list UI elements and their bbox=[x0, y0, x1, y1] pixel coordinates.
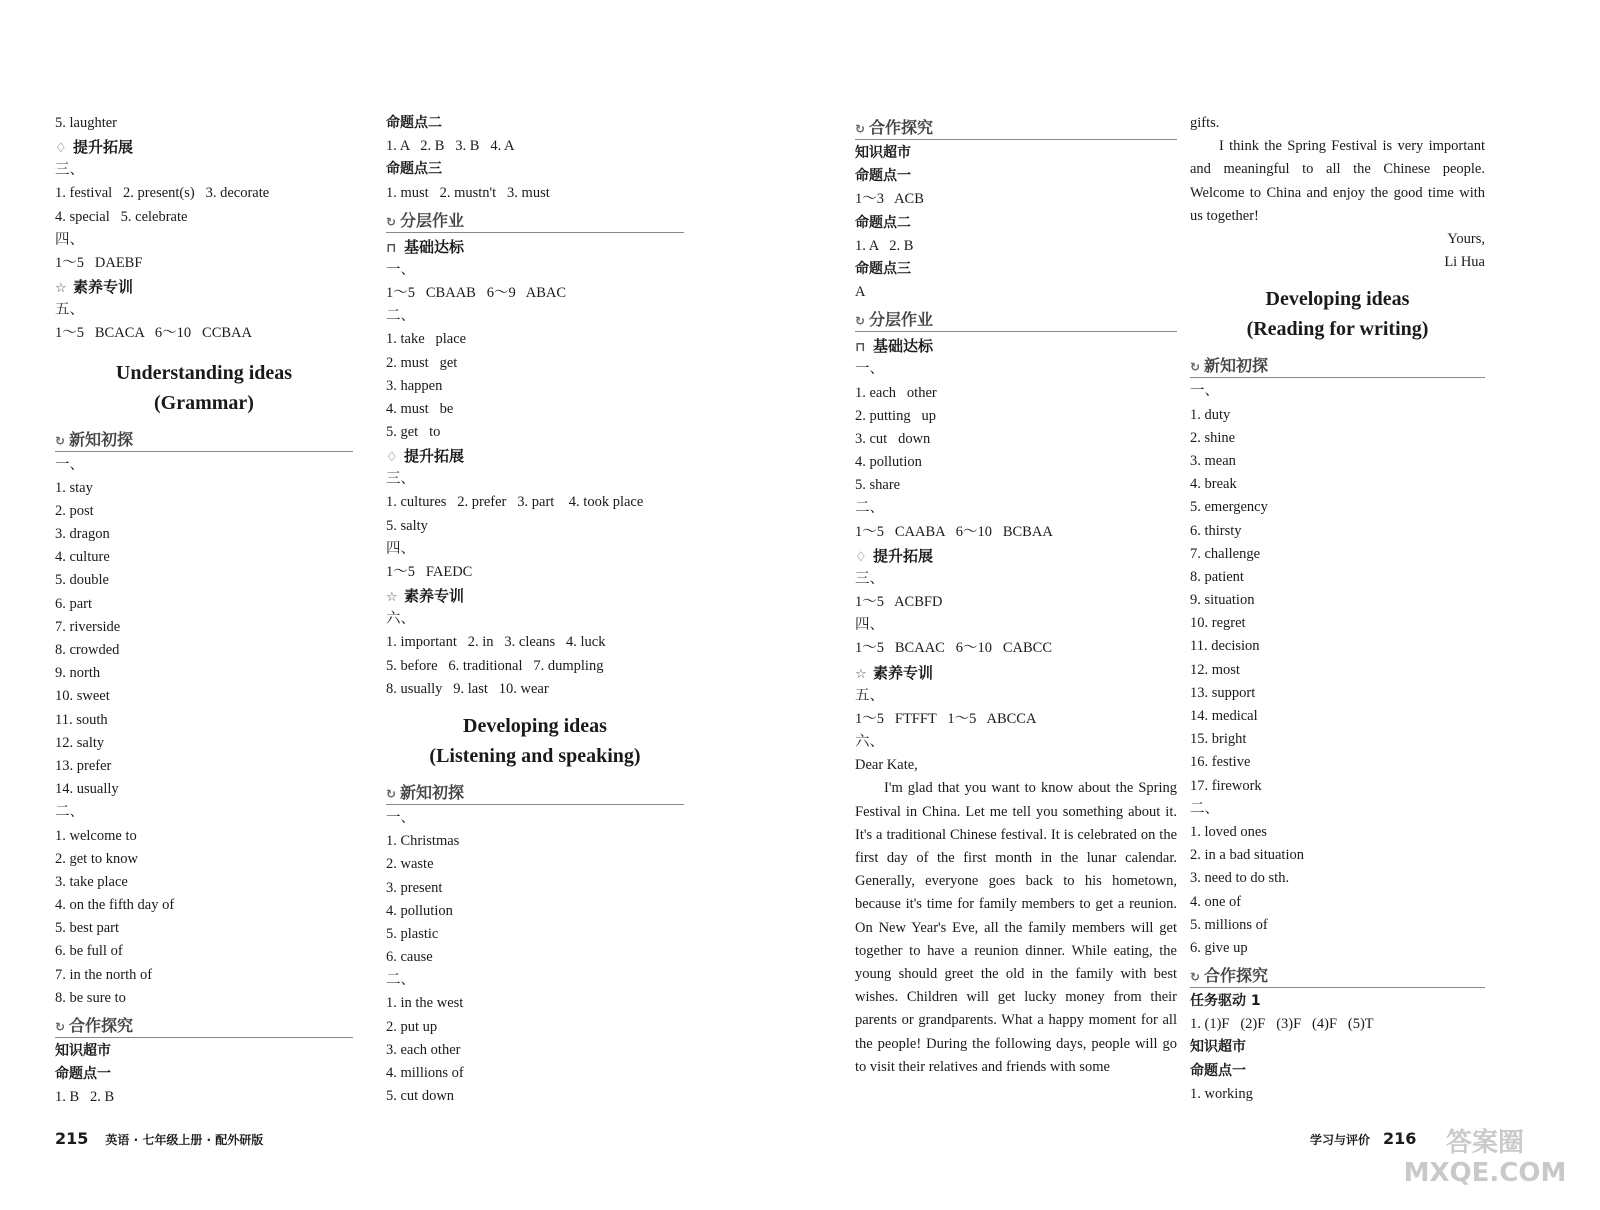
text-line: 二、 bbox=[55, 804, 84, 821]
lesson-subtitle: (Grammar) bbox=[154, 391, 254, 414]
bold-label: 命题点一 bbox=[55, 1066, 111, 1083]
text-line: 4. special 5. celebrate bbox=[55, 208, 188, 225]
lesson-subtitle: (Reading for writing) bbox=[1246, 318, 1429, 341]
list-item: 1. duty bbox=[1190, 406, 1231, 423]
list-item: 11. decision bbox=[1190, 638, 1260, 655]
list-item: 16. festive bbox=[1190, 754, 1251, 771]
text-line: 四、 bbox=[386, 540, 415, 557]
section-heading: ↻ 新知初探 bbox=[55, 424, 353, 454]
bold-label: 知识超市 bbox=[1190, 1039, 1246, 1056]
text-line: 一、 bbox=[855, 361, 884, 378]
text-line: 1～5 ACBFD bbox=[855, 594, 943, 610]
list-item: 5. plastic bbox=[386, 925, 439, 942]
lesson-title: Developing ideas bbox=[1265, 288, 1410, 311]
subsection-heading: ⊓ 基础达标 bbox=[855, 334, 1177, 358]
page-number-left: 215 bbox=[55, 1129, 89, 1148]
text-line: gifts. bbox=[1190, 115, 1220, 131]
list-item: 5. get to bbox=[386, 424, 441, 441]
list-item: 4. pollution bbox=[386, 902, 453, 919]
list-item: 4. culture bbox=[55, 549, 110, 566]
text-line: 五、 bbox=[855, 687, 884, 704]
bold-label: 命题点三 bbox=[855, 260, 911, 277]
list-item: 14. medical bbox=[1190, 708, 1258, 724]
list-item: 3. mean bbox=[1190, 452, 1236, 469]
text-line: 1. must 2. mustn't 3. must bbox=[386, 184, 550, 201]
list-item: 1. stay bbox=[55, 479, 93, 496]
letter-salutation: Dear Kate, bbox=[855, 757, 918, 774]
bold-label: 命题点二 bbox=[855, 214, 911, 231]
list-item: 5. cut down bbox=[386, 1088, 455, 1105]
text-line: 1～5 FTFFT 1～5 ABCCA bbox=[855, 710, 1037, 727]
bold-label: 知识超市 bbox=[855, 145, 911, 161]
list-item: 3. happen bbox=[386, 377, 443, 394]
arrow-icon: ↻ bbox=[855, 314, 866, 329]
list-item: 1. welcome to bbox=[55, 827, 137, 844]
bold-label: 命题点一 bbox=[1190, 1062, 1246, 1079]
text-line: 1～5 CAABA 6～10 BCBAA bbox=[855, 523, 1053, 540]
subsection-heading: ♢ 提升拓展 bbox=[55, 135, 353, 159]
footer-series-title: 学习与评价 bbox=[1310, 1133, 1371, 1147]
text-line: 1. cultures 2. prefer 3. part 4. took place bbox=[386, 494, 644, 511]
bold-label: 命题点三 bbox=[386, 161, 442, 178]
list-item: 11. south bbox=[55, 711, 108, 728]
list-item: 12. most bbox=[1190, 661, 1240, 678]
list-item: 4. on the fifth day of bbox=[55, 897, 175, 914]
column-3 bbox=[855, 112, 1177, 1079]
lesson-title: Developing ideas bbox=[463, 714, 607, 737]
star-icon: ☆ bbox=[386, 590, 398, 606]
text-line: 一、 bbox=[386, 809, 415, 826]
bulb-icon: ♢ bbox=[386, 450, 398, 466]
letter-body-end: I think the Spring Festival is very important and meaningful to all the Chinese people. Welcome to China and enjoy the good time with us together! bbox=[1190, 138, 1485, 224]
subsection-heading: ☆ 素养专训 bbox=[855, 661, 1177, 685]
text-line: A bbox=[855, 284, 866, 301]
bold-label: 命题点一 bbox=[855, 168, 911, 185]
bold-label: 知识超市 bbox=[55, 1043, 111, 1059]
page-number-right: 216 bbox=[1383, 1129, 1417, 1148]
letter-body: I'm glad that you want to know about the Spring Festival in China. Let me tell you something about it. It's a traditional Chinese festival. It is celebrated on the first day of the first month in the lunar calendar. Generally, everyone goes back to his hometown, because it's time for family members to get a reunion. On New Year's Eve, all the family members will get together to have a reunion dinner. While eating, the young should greet the old in the family with best wishes. Children will get lucky money from their parents or grandparents. What a happy moment for all the people! During the following days, people will go to visit their relatives and friends with some bbox=[855, 780, 1177, 1075]
list-item: 7. in the north of bbox=[55, 966, 153, 983]
text-line: 1～5 BCACA 6～10 CCBAA bbox=[55, 325, 252, 342]
vocab-list-1 bbox=[55, 477, 353, 802]
column-2 bbox=[386, 112, 684, 1108]
text-line: 1. festival 2. present(s) 3. decorate bbox=[55, 185, 270, 202]
list-item: 9. situation bbox=[1190, 592, 1255, 609]
text-line: 5. laughter bbox=[55, 115, 118, 131]
list-item: 3. dragon bbox=[55, 526, 110, 543]
text-line: 六、 bbox=[386, 611, 415, 628]
vocab-list-2 bbox=[55, 825, 353, 1011]
list-item: 1. in the west bbox=[386, 995, 464, 1012]
bulb-icon: ♢ bbox=[855, 549, 867, 565]
subsection-heading: ☆ 素养专训 bbox=[386, 584, 684, 608]
arrow-icon: ↻ bbox=[855, 122, 866, 136]
list-item: 8. be sure to bbox=[55, 989, 126, 1006]
text-line: 四、 bbox=[855, 617, 884, 634]
text-line: 二、 bbox=[855, 500, 884, 517]
section-heading: ↻ 合作探究 bbox=[1190, 960, 1485, 990]
section-heading: ↻ 新知初探 bbox=[386, 777, 684, 807]
section-heading: ↻ 合作探究 bbox=[55, 1010, 353, 1040]
lesson-title: Understanding ideas bbox=[115, 361, 293, 384]
text-line: 5. before 6. traditional 7. dumpling bbox=[386, 657, 604, 674]
text-line: 三、 bbox=[55, 162, 84, 179]
subsection-heading: ♢ 提升拓展 bbox=[386, 444, 684, 468]
text-line: 1～5 DAEBF bbox=[55, 254, 143, 271]
list-item: 6. part bbox=[55, 595, 93, 612]
list-item: 6. be full of bbox=[55, 943, 123, 960]
bold-label: 命题点二 bbox=[386, 115, 442, 131]
column-4 bbox=[1190, 112, 1485, 1106]
footer-book-title: 英语 · 七年级上册 · 配外研版 bbox=[105, 1133, 264, 1147]
list-item: 2. putting up bbox=[855, 407, 936, 424]
text-line: 一、 bbox=[386, 261, 415, 278]
column-1 bbox=[55, 112, 353, 1110]
list-item: 15. bright bbox=[1190, 731, 1247, 748]
footer-left bbox=[55, 1129, 263, 1148]
text-line: 三、 bbox=[386, 471, 415, 488]
bulb-icon: ♢ bbox=[55, 141, 67, 157]
letter-closing: Yours, bbox=[1447, 231, 1485, 247]
list-item: 8. patient bbox=[1190, 568, 1244, 585]
bold-label: 任务驱动 1 bbox=[1190, 993, 1261, 1010]
text-line: 二、 bbox=[1190, 800, 1219, 817]
list-item: 8. crowded bbox=[55, 642, 120, 658]
list-item: 7. riverside bbox=[55, 618, 121, 635]
text-line: 1. (1)F (2)F (3)F (4)F (5)T bbox=[1190, 1016, 1374, 1033]
list-item: 2. post bbox=[55, 502, 94, 519]
text-line: 五、 bbox=[55, 302, 84, 319]
list-item: 4. millions of bbox=[386, 1065, 464, 1081]
list-item: 2. waste bbox=[386, 856, 434, 873]
text-line: 一、 bbox=[1190, 383, 1219, 400]
list-item: 10. regret bbox=[1190, 615, 1246, 632]
text-line: 六、 bbox=[855, 733, 884, 750]
list-item: 4. break bbox=[1190, 476, 1237, 493]
list-item: 10. sweet bbox=[55, 688, 110, 705]
arrow-icon: ↻ bbox=[386, 214, 397, 229]
text-line: 1～5 FAEDC bbox=[386, 564, 473, 580]
list-item: 1. Christmas bbox=[386, 833, 460, 850]
arrow-icon: ↻ bbox=[55, 1020, 66, 1034]
text-line: 四、 bbox=[55, 231, 84, 248]
list-item: 6. give up bbox=[1190, 939, 1248, 956]
list-item: 3. cut down bbox=[855, 430, 931, 447]
star-icon: ☆ bbox=[855, 666, 867, 682]
list-item: 9. north bbox=[55, 665, 101, 682]
text-line: 1～3 ACB bbox=[855, 191, 924, 208]
list-item: 4. one of bbox=[1190, 893, 1242, 910]
text-line: 1. important 2. in 3. cleans 4. luck bbox=[386, 634, 606, 651]
list-item: 4. must be bbox=[386, 400, 454, 417]
list-item: 12. salty bbox=[55, 734, 105, 751]
arrow-icon: ↻ bbox=[55, 433, 66, 448]
text-line: 1. B 2. B bbox=[55, 1089, 115, 1106]
list-item: 5. millions of bbox=[1190, 916, 1268, 933]
subsection-heading: ⊓ 基础达标 bbox=[386, 235, 684, 259]
list-item: 2. put up bbox=[386, 1018, 438, 1035]
text-line: 1. A 2. B bbox=[855, 237, 914, 254]
letter-signature: Li Hua bbox=[1444, 254, 1485, 271]
list-item: 5. best part bbox=[55, 920, 120, 937]
list-item: 3. need to do sth. bbox=[1190, 870, 1290, 887]
subsection-heading: ♢ 提升拓展 bbox=[855, 544, 1177, 568]
lesson-subtitle: (Listening and speaking) bbox=[429, 744, 641, 767]
subsection-heading: ☆ 素养专训 bbox=[55, 275, 353, 299]
list-item: 13. prefer bbox=[55, 757, 112, 774]
section-heading: ↻ 分层作业 bbox=[386, 205, 684, 235]
lock-icon: ⊓ bbox=[855, 340, 866, 356]
list-item: 1. loved ones bbox=[1190, 823, 1267, 840]
watermark: 答案圈 MXQE.COM bbox=[1403, 1128, 1567, 1188]
list-item: 1. take place bbox=[386, 331, 467, 348]
text-line: 一、 bbox=[55, 456, 84, 473]
list-item: 2. in a bad situation bbox=[1190, 847, 1304, 864]
list-item: 3. take place bbox=[55, 873, 128, 890]
star-icon: ☆ bbox=[55, 281, 67, 297]
text-line: 二、 bbox=[386, 308, 415, 325]
section-heading: ↻ 新知初探 bbox=[1190, 350, 1485, 380]
list-item: 5. double bbox=[55, 572, 109, 589]
list-item: 14. usually bbox=[55, 781, 119, 798]
text-line: 二、 bbox=[386, 972, 415, 989]
list-item: 7. challenge bbox=[1190, 545, 1261, 562]
list-item: 2. shine bbox=[1190, 429, 1236, 446]
arrow-icon: ↻ bbox=[1190, 360, 1201, 375]
list-item: 6. cause bbox=[386, 949, 433, 966]
list-item: 3. each other bbox=[386, 1041, 461, 1058]
text-line: 5. salty bbox=[386, 517, 428, 534]
list-item: 17. firework bbox=[1190, 777, 1262, 794]
list-item: 2. get to know bbox=[55, 850, 138, 867]
lock-icon: ⊓ bbox=[386, 240, 397, 256]
arrow-icon: ↻ bbox=[1190, 970, 1201, 985]
list-item: 4. pollution bbox=[855, 454, 922, 471]
list-item: 3. present bbox=[386, 879, 443, 896]
arrow-icon: ↻ bbox=[386, 786, 397, 801]
text-line: 1～5 BCAAC 6～10 CABCC bbox=[855, 640, 1052, 657]
section-heading: ↻ 分层作业 bbox=[855, 304, 1177, 334]
list-item: 2. must get bbox=[386, 354, 458, 371]
text-line: 1～5 CBAAB 6～9 ABAC bbox=[386, 284, 567, 301]
list-item: 5. emergency bbox=[1190, 499, 1268, 516]
list-item: 1. each other bbox=[855, 384, 937, 401]
text-line: 1. A 2. B 3. B 4. A bbox=[386, 138, 515, 155]
list-item: 5. share bbox=[855, 477, 901, 494]
section-heading: ↻ 合作探究 bbox=[855, 112, 1177, 142]
list-item: 6. thirsty bbox=[1190, 522, 1242, 539]
text-line: 8. usually 9. last 10. wear bbox=[386, 680, 549, 697]
text-line: 1. working bbox=[1190, 1085, 1253, 1102]
list-item: 13. support bbox=[1190, 684, 1256, 701]
text-line: 三、 bbox=[855, 570, 884, 587]
